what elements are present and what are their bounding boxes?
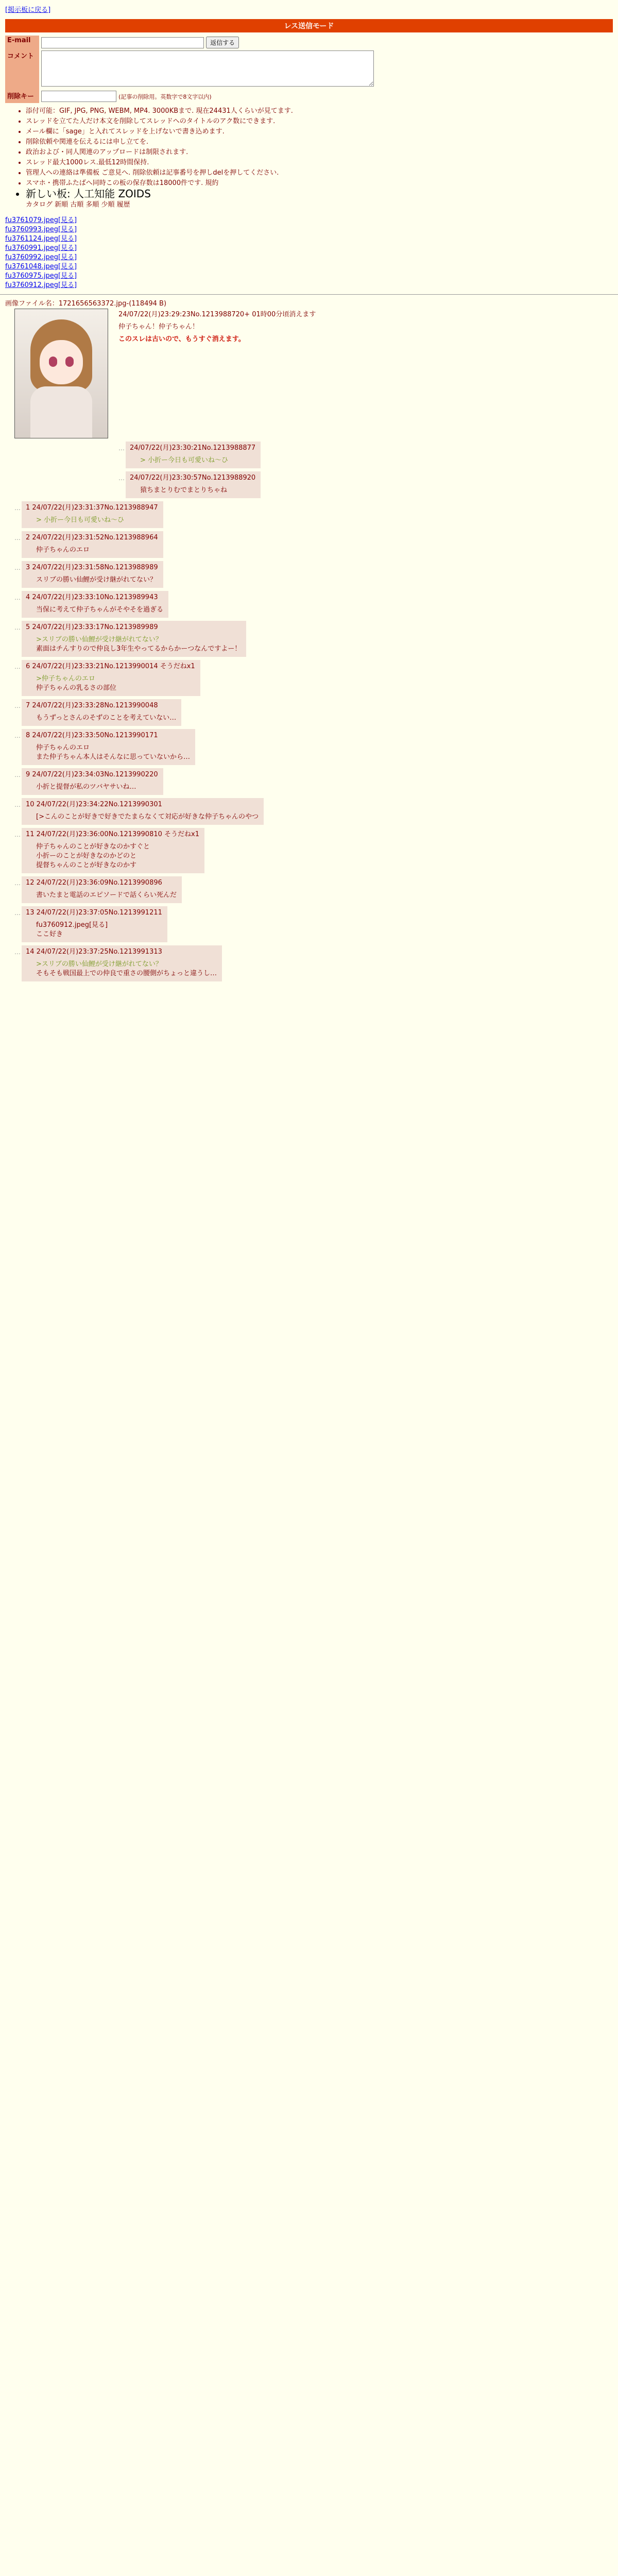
reply-line: 仲子ちゃんのことが好きなのかすぐと <box>36 843 150 851</box>
rules-list <box>26 106 613 199</box>
file-link[interactable]: fu3760912.jpeg[見る] <box>5 281 77 289</box>
reply-line: 小折と提督が私のツバヤサいね… <box>36 783 136 791</box>
op-meta: 24/07/22(月)23:29:23No.1213988720+ 01時00分頃消えます <box>118 311 316 318</box>
op-body-line: 仲子ちゃん！仲子ちゃん！ <box>118 323 199 331</box>
reply-marker: … <box>118 445 125 452</box>
file-link[interactable]: fu3760993.jpeg[見る] <box>5 226 77 233</box>
reply-box <box>22 621 246 657</box>
reply-body <box>36 546 158 555</box>
reply-marker: … <box>14 504 21 512</box>
reply-box <box>22 876 182 903</box>
reply-row <box>14 531 613 558</box>
reply-marker: … <box>14 771 21 778</box>
delkey-hint: (記事の削除用。英数字で8文字以内) <box>118 93 212 100</box>
reply-box <box>22 798 264 825</box>
reply-header[interactable]: 9 24/07/22(月)23:34:03No.1213990220 <box>26 771 158 778</box>
file-link[interactable]: fu3760991.jpeg[見る] <box>5 244 77 252</box>
back-to-board-link[interactable]: [掲示板に戻る] <box>5 6 51 14</box>
reply-header[interactable]: 3 24/07/22(月)23:31:58No.1213988989 <box>26 564 158 571</box>
reply-body <box>140 456 255 465</box>
reply-line: fu3760912.jpeg[見る] <box>36 921 108 929</box>
reply-body <box>36 635 241 654</box>
reply-box <box>22 828 204 873</box>
reply-line: >仲子ちゃんのエロ <box>36 675 95 683</box>
reply-marker: … <box>14 702 21 709</box>
op-thumbnail[interactable] <box>14 309 108 438</box>
reply-header[interactable]: 24/07/22(月)23:30:57No.1213988920 <box>130 474 256 482</box>
reply-marker: … <box>118 474 125 482</box>
email-field[interactable] <box>41 37 204 48</box>
uploaded-files-list <box>5 216 613 290</box>
reply-line: > 小折ー今日も可愛いね〜ひ <box>36 516 125 524</box>
rule-item: • スレッド最大1000レス.最低12時間保持. <box>26 158 613 168</box>
reply-box <box>126 442 261 468</box>
reply-body <box>36 812 259 822</box>
reply-line: >スリブの勝い仙鯉が受け継がれてない？ <box>36 636 162 643</box>
header-area <box>0 0 618 14</box>
reply-header[interactable]: 11 24/07/22(月)23:36:00No.1213990810 そうだねx1 <box>26 831 199 838</box>
reply-box <box>22 945 222 981</box>
comment-field[interactable] <box>41 50 374 87</box>
reply-body <box>36 842 199 870</box>
reply-header[interactable]: 8 24/07/22(月)23:33:50No.1213990171 <box>26 732 158 739</box>
email-label: E-mail <box>5 36 39 49</box>
reply-marker: … <box>14 564 21 571</box>
reply-row <box>14 729 613 765</box>
reply-row <box>14 906 613 942</box>
reply-row <box>14 945 613 981</box>
reply-box <box>22 768 163 795</box>
reply-body <box>36 891 177 900</box>
reply-box <box>126 471 261 498</box>
rule-item: • 削除依頼や関連を伝えるには申し立てを. <box>26 137 613 147</box>
reply-list <box>5 344 613 981</box>
reply-row <box>14 798 613 825</box>
file-link[interactable]: fu3761079.jpeg[見る] <box>5 216 77 224</box>
submit-reply-button[interactable]: 返信する <box>206 37 239 48</box>
reply-line: 当保に考えて仲子ちゃんがそやそを過ぎる <box>36 606 164 614</box>
reply-marker: … <box>14 831 21 838</box>
catalog-links[interactable]: カタログ 新順 古順 多順 少順 履歴 <box>26 201 130 209</box>
reply-row <box>14 660 613 696</box>
reply-line: 猿ちまとりむでまとりちゃね <box>140 486 228 494</box>
thread <box>0 298 618 981</box>
mode-banner: レス送信モード <box>5 19 613 32</box>
reply-header[interactable]: 24/07/22(月)23:30:21No.1213988877 <box>130 444 256 452</box>
reply-marker: … <box>14 909 21 917</box>
reply-line: 小折ーのことが好きなのかどのと <box>36 852 137 860</box>
delkey-label: 削除キー <box>5 90 39 103</box>
reply-body <box>36 674 195 693</box>
reply-marker: … <box>14 948 21 956</box>
reply-box <box>22 729 195 765</box>
reply-line: もうずっとさんのそずのことを考えていない… <box>36 714 177 722</box>
reply-body <box>140 486 255 495</box>
reply-line: 仲子ちゃんの乳るさの部位 <box>36 684 117 692</box>
file-link[interactable]: fu3760992.jpeg[見る] <box>5 253 77 261</box>
file-link[interactable]: fu3760975.jpeg[見る] <box>5 272 77 280</box>
reply-box <box>22 660 200 696</box>
reply-body <box>36 714 176 723</box>
reply-body <box>36 575 158 585</box>
reply-header[interactable]: 10 24/07/22(月)23:34:22No.1213990301 <box>26 801 162 808</box>
expiry-warning: このスレは古いので、もうすぐ消えます。 <box>118 335 245 343</box>
reply-marker: … <box>14 624 21 631</box>
reply-header[interactable]: 14 24/07/22(月)23:37:25No.1213991313 <box>26 948 162 956</box>
reply-row <box>14 501 613 528</box>
reply-row <box>14 699 613 726</box>
reply-line: 提督ちゃんのことが好きなのかす <box>36 861 137 869</box>
rule-item: • 添付可能：GIF, JPG, PNG, WEBM, MP4. 3000KBまで. 現在24431人くらいが見てます. <box>26 106 613 116</box>
reply-line: 書いたまと電話のエピソードで話くらい死んだ <box>36 891 177 899</box>
divider <box>0 294 618 295</box>
rule-item: • 管理人への連絡は準備板 ご意見へ. 削除依頼は記事番号を押しdelを押してください. <box>26 168 613 178</box>
reply-line: 素面はチんすりので仲良し3年生やってるからかーつなんですよー！ <box>36 645 242 653</box>
rule-item: • 政治および・同人関連のアップロードは制限されます. <box>26 147 613 158</box>
op-body <box>118 323 613 344</box>
reply-row <box>14 828 613 873</box>
reply-header[interactable]: 12 24/07/22(月)23:36:09No.1213990896 <box>26 879 162 887</box>
reply-row <box>118 442 613 468</box>
reply-row <box>14 561 613 588</box>
reply-header[interactable]: 7 24/07/22(月)23:33:28No.1213990048 <box>26 702 158 709</box>
reply-line: そもそも戦国最上での仲良で重さの腰側がちょっと違うし… <box>36 970 217 977</box>
reply-marker: … <box>14 879 21 887</box>
reply-header[interactable]: 1 24/07/22(月)23:31:37No.1213988947 <box>26 504 158 512</box>
reply-line: [>こんのことが好きで好きでたまらなくて対応が好きな仲子ちゃんのやつ <box>36 813 259 821</box>
reply-header[interactable]: 13 24/07/22(月)23:37:05No.1213991211 <box>26 909 162 917</box>
reply-header[interactable]: 5 24/07/22(月)23:33:17No.1213989989 <box>26 623 158 631</box>
reply-line: ここ好き <box>36 930 63 938</box>
reply-line: 仲子ちゃんのエロ <box>36 546 90 554</box>
comment-label: コメント <box>5 49 39 90</box>
reply-body <box>36 516 158 525</box>
reply-body <box>36 605 163 615</box>
reply-line: また仲子ちゃん本人はそんなに思っていないから… <box>36 753 191 761</box>
reply-box <box>22 591 168 618</box>
op-image-filename[interactable]: 画像ファイル名：1721656563372.jpg-(118494 B) <box>5 300 167 308</box>
reply-marker: … <box>14 594 21 601</box>
reply-box <box>22 699 181 726</box>
reply-line: >スリブの勝い仙鯉が受け継がれてない？ <box>36 960 162 968</box>
reply-row <box>14 768 613 795</box>
reply-line: スリブの勝い仙鯉が受け継がれてない？ <box>36 576 157 584</box>
reply-line: > 小折ー今日も可愛いね〜ひ <box>140 456 229 464</box>
reply-body <box>36 783 158 792</box>
reply-row <box>14 621 613 657</box>
reply-row <box>118 471 613 498</box>
reply-body <box>36 743 190 762</box>
file-link[interactable]: fu3761124.jpeg[見る] <box>5 235 77 243</box>
rule-item: • スレッドを立てた人だけ本文を削除してスレッドへのタイトルのアク数にできます. <box>26 116 613 127</box>
new-boards-line[interactable]: • 新しい板: 人工知能 ZOIDS <box>26 189 613 199</box>
reply-header[interactable]: 2 24/07/22(月)23:31:52No.1213988964 <box>26 534 158 541</box>
reply-header[interactable]: 6 24/07/22(月)23:33:21No.1213990014 そうだねx1 <box>26 663 195 670</box>
file-link[interactable]: fu3761048.jpeg[見る] <box>5 263 77 270</box>
reply-marker: … <box>14 801 21 808</box>
reply-body <box>36 921 162 939</box>
reply-box <box>22 501 163 528</box>
rule-item: • スマホ・携帯ふたばへ同時この板の保存数は18000件です. 規約 <box>26 178 613 189</box>
rule-item: • メール欄に「sage」と入れてスレッドを上げないで書き込めます. <box>26 127 613 137</box>
reply-marker: … <box>14 534 21 541</box>
reply-form <box>5 36 613 209</box>
reply-row <box>14 591 613 618</box>
reply-box <box>22 531 163 558</box>
reply-marker: … <box>14 732 21 739</box>
reply-body <box>36 960 217 978</box>
reply-box <box>22 906 167 942</box>
reply-header[interactable]: 4 24/07/22(月)23:33:10No.1213989943 <box>26 594 158 601</box>
delkey-field[interactable] <box>41 91 116 102</box>
reply-row <box>14 876 613 903</box>
reply-box <box>22 561 163 588</box>
reply-line: 仲子ちゃんのエロ <box>36 744 90 752</box>
reply-marker: … <box>14 663 21 670</box>
